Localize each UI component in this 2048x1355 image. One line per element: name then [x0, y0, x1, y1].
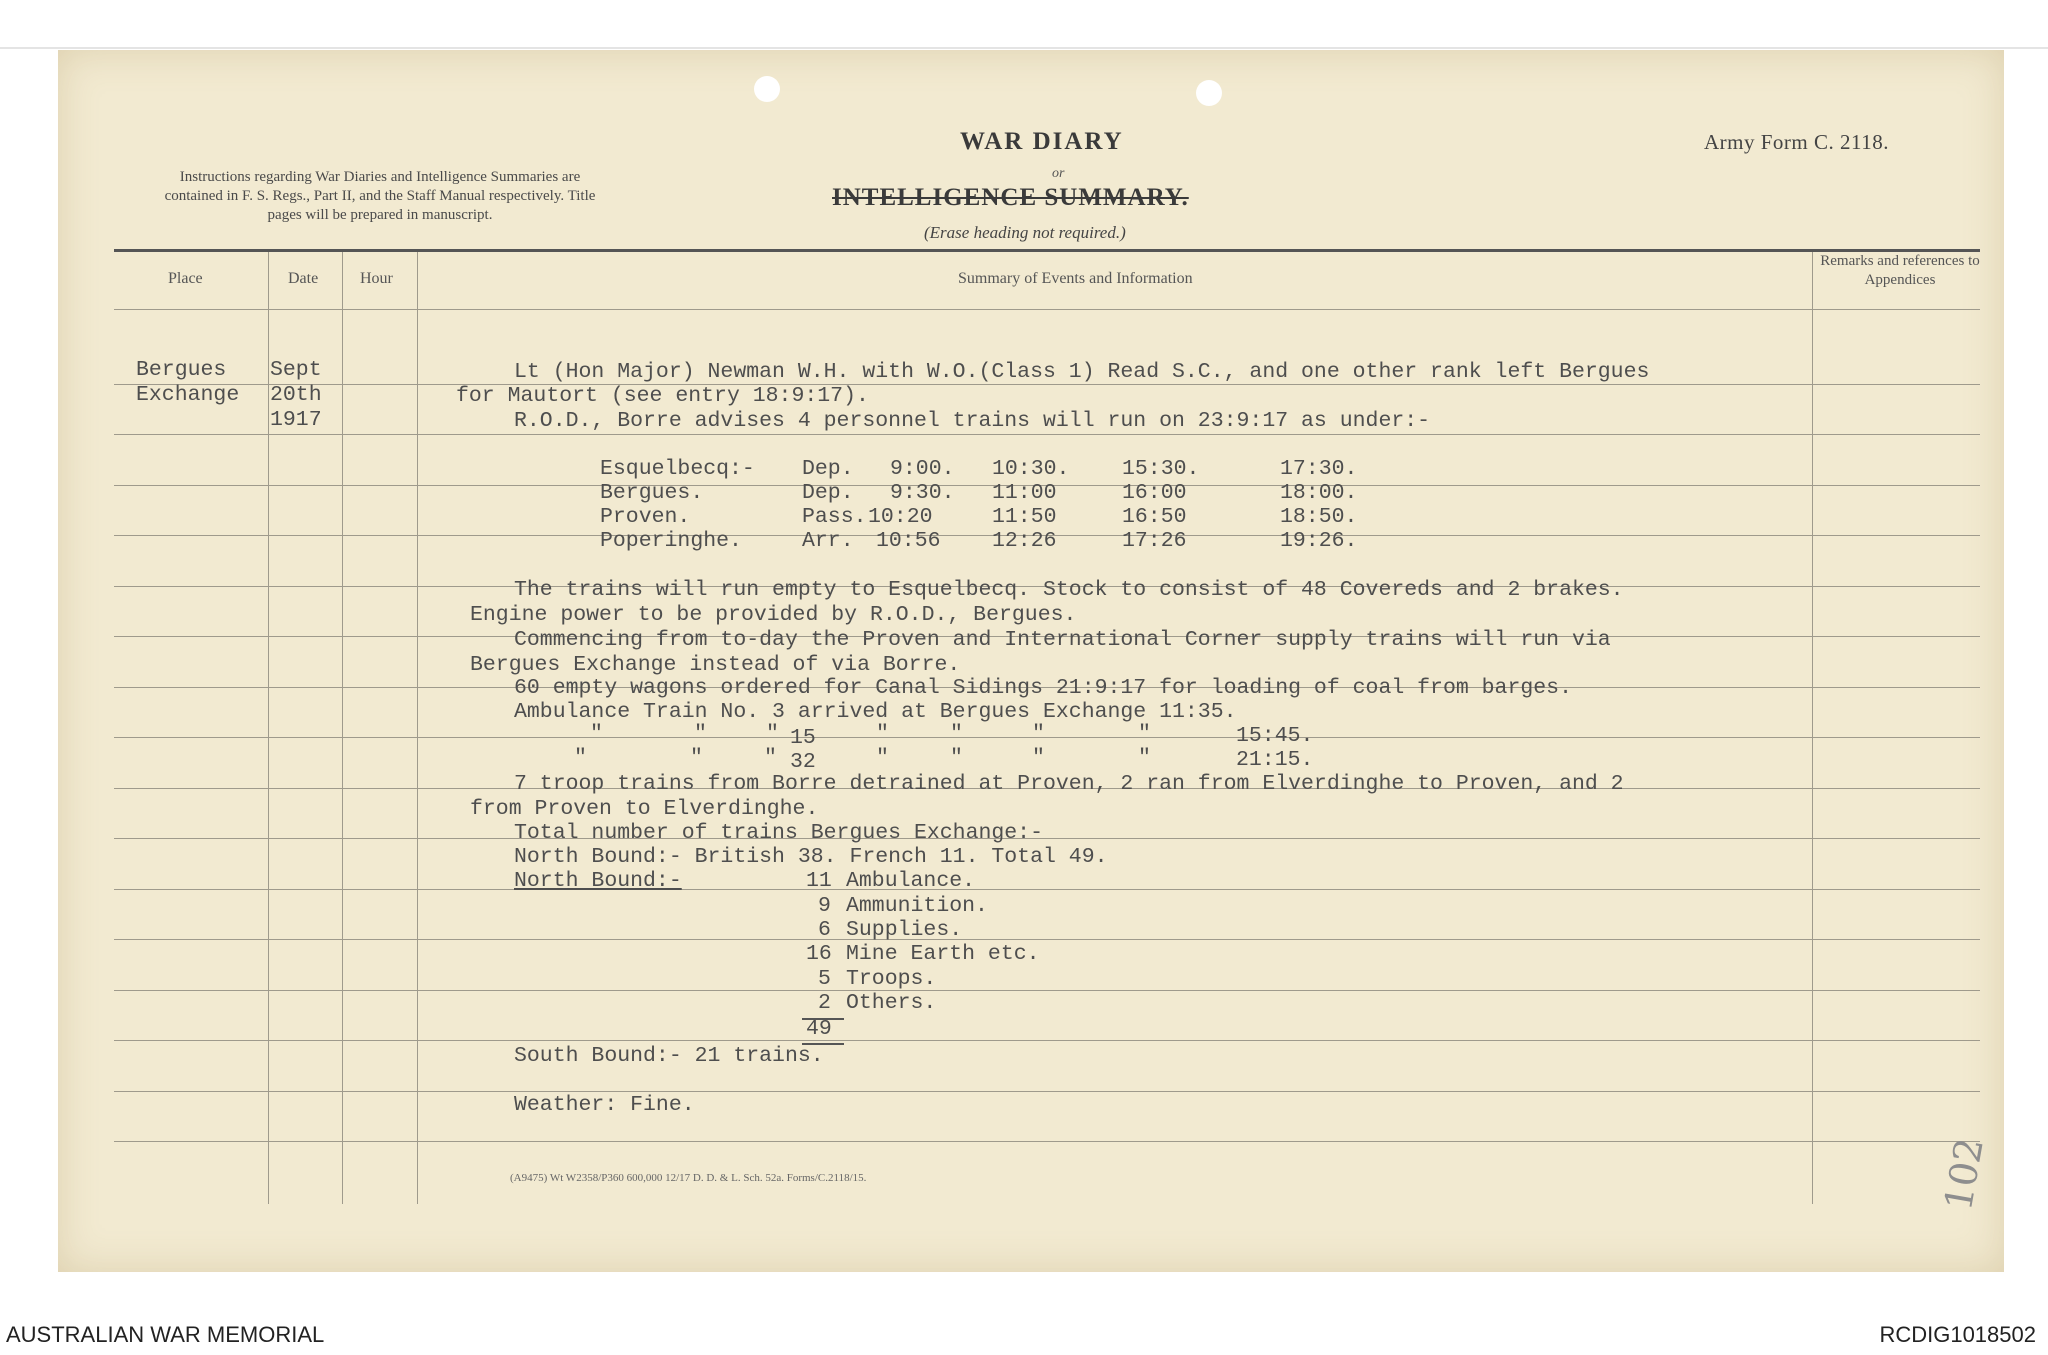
ditto-mark: "	[876, 722, 889, 746]
ditto-mark: "	[690, 746, 703, 770]
breakdown-count: 16	[806, 942, 832, 966]
north-bound-label: North Bound:-	[514, 869, 682, 893]
timetable-time: 18:00.	[1280, 481, 1358, 505]
ambulance-arrival-time: 15:45.	[1236, 724, 1314, 748]
timetable-type: Arr.	[802, 529, 854, 553]
ambulance-arrival-time: 21:15.	[1236, 748, 1314, 772]
ruled-line	[114, 990, 1980, 991]
timetable-station: Esquelbecq:-	[600, 457, 755, 481]
form-or: or	[1052, 166, 1065, 181]
timetable-time: 18:50.	[1280, 505, 1358, 529]
diary-line: Commencing from to-day the Proven and International Corner supply trains will run via	[514, 628, 1611, 652]
top-border	[0, 47, 2048, 49]
column-header-date: Date	[288, 270, 319, 287]
diary-line: Lt (Hon Major) Newman W.H. with W.O.(Class 1) Read S.C., and one other rank left Bergues	[514, 360, 1650, 384]
timetable-station: Proven.	[600, 505, 691, 529]
timetable-time: 15:30.	[1122, 457, 1200, 481]
print-reference: (A9475) Wt W2358/P360 600,000 12/17 D. D. & L. Sch. 52a. Forms/C.2118/15.	[510, 1172, 867, 1184]
footer-source: AUSTRALIAN WAR MEMORIAL	[6, 1322, 325, 1347]
timetable-station: Poperinghe.	[600, 529, 742, 553]
timetable-time: 19:26.	[1280, 529, 1358, 553]
ruled-line	[114, 434, 1980, 435]
breakdown-item: Troops.	[846, 967, 937, 991]
timetable-time: 16:00	[1122, 481, 1187, 505]
breakdown-count: 11	[806, 869, 832, 893]
diary-line: 7 troop trains from Borre detrained at Proven, 2 ran from Elverdinghe to Proven, and 2	[514, 772, 1624, 796]
breakdown-item: Mine Earth etc.	[846, 942, 1040, 966]
ruled-line	[114, 384, 1980, 385]
breakdown-item: Ammunition.	[846, 894, 988, 918]
diary-line: from Proven to Elverdinghe.	[470, 797, 819, 821]
breakdown-count: 9	[818, 894, 831, 918]
ditto-mark: "	[1032, 722, 1045, 746]
ditto-mark: "	[1032, 746, 1045, 770]
diary-line: Ambulance Train No. 3 arrived at Bergues Exchange 11:35.	[514, 700, 1237, 724]
column-divider	[268, 252, 269, 1204]
punch-hole	[754, 76, 780, 102]
column-divider	[417, 252, 418, 1204]
form-title: WAR DIARY	[960, 128, 1124, 155]
timetable-station: Bergues.	[600, 481, 704, 505]
header-rule	[114, 249, 1980, 252]
timetable-time: 10:20	[868, 505, 933, 529]
diary-line: Total number of trains Bergues Exchange:-	[514, 821, 1043, 845]
place-line: Exchange	[136, 383, 240, 407]
timetable-type: Dep.	[802, 481, 854, 505]
breakdown-count: 6	[818, 918, 831, 942]
breakdown-count: 2	[818, 991, 831, 1015]
ditto-mark: "	[574, 746, 587, 770]
diary-line: South Bound:- 21 trains.	[514, 1044, 824, 1068]
army-form-number: Army Form C. 2118.	[1704, 130, 1889, 154]
timetable-time: 11:00	[992, 481, 1057, 505]
column-divider	[342, 252, 343, 1204]
ruled-line	[114, 1040, 1980, 1041]
column-header-summary: Summary of Events and Information	[958, 270, 1193, 287]
diary-line: for Mautort (see entry 18:9:17).	[456, 384, 869, 408]
column-divider	[1812, 252, 1813, 1204]
timetable-time: 9:30.	[890, 481, 955, 505]
ruled-line	[114, 1141, 1980, 1142]
timetable-time: 12:26	[992, 529, 1057, 553]
timetable-type: Pass.	[802, 505, 867, 529]
timetable-time: 9:00.	[890, 457, 955, 481]
ruled-line	[114, 838, 1980, 839]
footer-record-id: RCDIG1018502	[1879, 1322, 2036, 1347]
ruled-line	[114, 737, 1980, 738]
form-subtitle: INTELLIGENCE SUMMARY.	[832, 184, 1189, 211]
form-instructions: Instructions regarding War Diaries and Intelligence Summaries are contained in F. S. Regs., Part II, and the Staff Manual respectively. Title pages will be prepared in manuscript.	[164, 169, 596, 223]
punch-hole	[1196, 80, 1222, 106]
column-header-hour: Hour	[360, 270, 393, 287]
ruled-line	[114, 939, 1980, 940]
timetable-type: Dep.	[802, 457, 854, 481]
timetable-time: 17:26	[1122, 529, 1187, 553]
timetable-time: 16:50	[1122, 505, 1187, 529]
ruled-line	[114, 889, 1980, 890]
breakdown-item: Ambulance.	[846, 869, 976, 893]
ambulance-train-number: 32	[790, 750, 816, 774]
diary-line: Weather: Fine.	[514, 1093, 695, 1117]
ditto-mark: "	[1138, 722, 1151, 746]
date-line: 20th	[270, 383, 322, 407]
page-number: 102	[1936, 1134, 1992, 1214]
diary-line: Bergues Exchange instead of via Borre.	[470, 653, 961, 677]
ditto-mark: "	[1138, 746, 1151, 770]
diary-line: R.O.D., Borre advises 4 personnel trains will run on 23:9:17 as under:-	[514, 409, 1431, 433]
ditto-mark: "	[950, 746, 963, 770]
timetable-time: 17:30.	[1280, 457, 1358, 481]
ditto-mark: "	[764, 746, 777, 770]
breakdown-total: 49	[806, 1017, 832, 1041]
diary-line: 60 empty wagons ordered for Canal Sidings 21:9:17 for loading of coal from barges.	[514, 676, 1572, 700]
timetable-time: 10:30.	[992, 457, 1070, 481]
header-bottom-rule	[114, 309, 1980, 310]
column-header-remarks: Remarks and references to Appendices	[1820, 253, 1980, 288]
erase-note: (Erase heading not required.)	[924, 223, 1126, 242]
ditto-mark: "	[694, 722, 707, 746]
ruled-line	[114, 1091, 1980, 1092]
breakdown-item: Supplies.	[846, 918, 963, 942]
column-header-place: Place	[168, 270, 203, 287]
ditto-mark: "	[950, 722, 963, 746]
diary-line: Engine power to be provided by R.O.D., Bergues.	[470, 603, 1077, 627]
timetable-time: 11:50	[992, 505, 1057, 529]
date-line: Sept	[270, 358, 322, 382]
ditto-mark: "	[876, 746, 889, 770]
breakdown-item: Others.	[846, 991, 937, 1015]
place-line: Bergues	[136, 358, 227, 382]
diary-line: The trains will run empty to Esquelbecq. Stock to consist of 48 Covereds and 2 brakes.	[514, 578, 1624, 602]
ditto-mark: "	[590, 722, 603, 746]
ambulance-train-number: 15	[790, 726, 816, 750]
ditto-mark: "	[766, 722, 779, 746]
timetable-time: 10:56	[876, 529, 941, 553]
diary-line: North Bound:- British 38. French 11. Total 49.	[514, 845, 1108, 869]
date-line: 1917	[270, 408, 322, 432]
breakdown-count: 5	[818, 967, 831, 991]
